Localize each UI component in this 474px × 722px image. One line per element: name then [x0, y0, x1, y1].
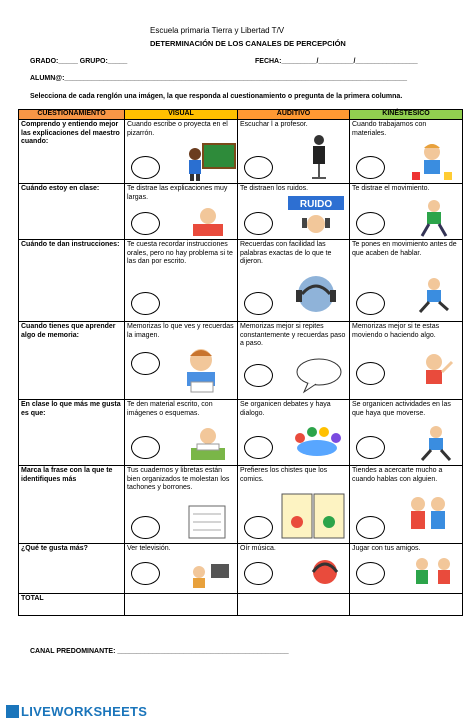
kinestesico-cell — [350, 400, 463, 466]
answer-circle[interactable] — [244, 292, 273, 315]
visual-cell — [125, 400, 238, 466]
header-kinestesico: KINÉSTESICO — [350, 110, 463, 120]
fecha-line: FECHA:_________/_________/________________ — [255, 58, 418, 65]
option-text: Oír música. — [240, 545, 276, 552]
question-text: Cuándo te dan instrucciones: — [21, 241, 120, 248]
waving-child-illustration — [412, 352, 456, 396]
active-child-illustration — [414, 424, 456, 464]
option-text: Se organicen debates y haya dialogo. — [240, 401, 331, 417]
question-text: Cuando tienes que aprender algo de memoria: — [21, 323, 116, 339]
kinestesico-cell — [350, 544, 463, 594]
auditivo-cell — [238, 322, 350, 400]
alumno-line: ALUMN@:________________________________________________________________________________________ — [30, 75, 408, 82]
option-text: Prefieres los chistes que los comics. — [240, 467, 328, 483]
visual-cell — [125, 466, 238, 544]
total-label-text: TOTAL — [21, 595, 44, 602]
question-cell — [19, 322, 125, 400]
answer-circle[interactable] — [356, 156, 385, 179]
option-text: Te den material escrito, con imágenes o esquemas. — [127, 401, 213, 417]
answer-circle[interactable] — [244, 516, 273, 539]
visual-cell — [125, 240, 238, 322]
total-row — [19, 594, 463, 616]
answer-circle[interactable] — [131, 562, 160, 585]
moving-child-illustration — [412, 198, 456, 238]
total-auditivo-cell[interactable] — [238, 594, 350, 616]
table-row — [19, 544, 463, 594]
kinestesico-cell — [350, 120, 463, 184]
total-label — [19, 594, 125, 616]
music-listening-illustration — [304, 552, 346, 592]
auditivo-cell — [238, 184, 350, 240]
answer-circle[interactable] — [244, 212, 273, 235]
school-name: Escuela primaria Tierra y Libertad T/V — [150, 26, 285, 35]
option-text: Tus cuadernos y libretas están bien organizados te molestan los tachones y borrones. — [127, 467, 230, 491]
running-child-illustration — [410, 276, 456, 316]
answer-circle[interactable] — [131, 352, 160, 375]
kinestesico-cell — [350, 466, 463, 544]
noise-illustration — [286, 194, 346, 236]
speaker-at-podium-illustration — [304, 132, 334, 180]
auditivo-cell — [238, 466, 350, 544]
answer-circle[interactable] — [244, 436, 273, 459]
table-row — [19, 184, 463, 240]
answer-circle[interactable] — [131, 212, 160, 235]
option-text: Cuando trabajamos con materiales. — [352, 121, 427, 137]
option-text: Te distrae el movimiento. — [352, 185, 430, 192]
notebook-illustration — [185, 502, 231, 542]
tv-watching-illustration — [187, 558, 231, 590]
option-text: Se organicen actividades en las que haya que moverse. — [352, 401, 451, 417]
reading-child-illustration — [173, 346, 231, 396]
question-cell — [19, 544, 125, 594]
option-text: Memorizas mejor si repites constantemente y recuerdas paso a paso. — [240, 323, 346, 347]
option-text: Ver televisión. — [127, 545, 171, 552]
table-row — [19, 240, 463, 322]
grado-grupo-line: GRADO:_____ GRUPO:_____ — [30, 58, 128, 65]
people-talking-illustration — [398, 490, 458, 540]
children-playing-illustration — [408, 554, 458, 592]
answer-circle[interactable] — [131, 292, 160, 315]
answer-circle[interactable] — [131, 436, 160, 459]
visual-cell — [125, 322, 238, 400]
option-text: Recuerdas con facilidad las palabras exactas de lo que te dijeron. — [240, 241, 332, 265]
total-kinestesico-cell[interactable] — [350, 594, 463, 616]
question-text: Marca la frase con la que te identifiques más — [21, 467, 113, 483]
brand-name: LIVEWORKSHEETS — [21, 704, 148, 719]
answer-circle[interactable] — [244, 562, 273, 585]
visual-cell — [125, 184, 238, 240]
visual-cell — [125, 120, 238, 184]
header-auditivo: AUDITIVO — [238, 110, 350, 120]
child-studying-illustration — [183, 426, 233, 464]
table-row — [19, 466, 463, 544]
option-text: Memorizas lo que ves y recuerdas la imagen. — [127, 323, 234, 339]
header-visual: VISUAL — [125, 110, 238, 120]
question-text: En clase lo que más me gusta es que: — [21, 401, 121, 417]
canal-predominante-line: CANAL PREDOMINANTE: ____________________________________________ — [30, 648, 289, 655]
question-cell — [19, 120, 125, 184]
question-cell — [19, 466, 125, 544]
auditivo-cell — [238, 120, 350, 184]
header-cuestionamiento: CUESTIONAMIENTO — [19, 110, 125, 120]
table-header-row — [19, 110, 463, 120]
auditivo-cell — [238, 400, 350, 466]
total-visual-cell[interactable] — [125, 594, 238, 616]
answer-circle[interactable] — [356, 292, 385, 315]
worksheet-title: DETERMINACIÓN DE LOS CANALES DE PERCEPCIÓN — [150, 39, 346, 48]
instructions: Selecciona de cada renglón una imágen, la que responda al cuestionamiento o pregunta de la primera columna. — [30, 93, 403, 100]
auditivo-cell — [238, 544, 350, 594]
option-text: Cuando escribe o proyecta en el pizarrón. — [127, 121, 228, 137]
question-cell — [19, 240, 125, 322]
liveworksheets-logo — [6, 704, 147, 719]
kinestesico-cell — [350, 322, 463, 400]
answer-circle[interactable] — [356, 562, 385, 585]
option-text: Tiendes a acercarte mucho a cuando hablas con alguien. — [352, 467, 443, 483]
answer-circle[interactable] — [356, 516, 385, 539]
speech-bubble-illustration — [294, 356, 344, 394]
option-text: Escuchar l a profesor. — [240, 121, 308, 128]
option-text: Jugar con tus amigos. — [352, 545, 421, 552]
bored-child-illustration — [183, 206, 233, 238]
perception-table — [18, 109, 463, 616]
question-text: Comprendo y entiendo mejor las explicaciones del maestro cuando: — [21, 121, 120, 145]
debate-group-illustration — [290, 424, 344, 462]
answer-circle[interactable] — [131, 516, 160, 539]
table-row — [19, 400, 463, 466]
answer-circle[interactable] — [356, 362, 385, 385]
liveworksheets-logo-icon — [6, 705, 19, 718]
answer-circle[interactable] — [131, 156, 160, 179]
question-cell — [19, 184, 125, 240]
table-row — [19, 322, 463, 400]
child-with-blocks-illustration — [410, 142, 456, 182]
ruido-text: RUIDO — [299, 199, 333, 210]
option-text: Te pones en movimiento antes de que acaben de hablar. — [352, 241, 457, 257]
kinestesico-cell — [350, 240, 463, 322]
auditivo-cell — [238, 240, 350, 322]
answer-circle[interactable] — [356, 212, 385, 235]
question-text: Cuándo estoy en clase: — [21, 185, 100, 192]
option-text: Memorizas mejor si te estas moviendo o haciendo algo. — [352, 323, 440, 339]
answer-circle[interactable] — [356, 436, 385, 459]
option-text: Te distraen los ruidos. — [240, 185, 309, 192]
answer-circle[interactable] — [244, 364, 273, 387]
brain-headphones-illustration — [284, 268, 348, 318]
option-text: Te cuesta recordar instrucciones orales, pero no hay problema si te las dan por escrito. — [127, 241, 233, 265]
visual-cell — [125, 544, 238, 594]
question-cell — [19, 400, 125, 466]
chalkboard-teacher-illustration — [183, 140, 237, 182]
option-text: Te distrae las explicaciones muy largas. — [127, 185, 228, 201]
kinestesico-cell — [350, 184, 463, 240]
answer-circle[interactable] — [244, 156, 273, 179]
table-row — [19, 120, 463, 184]
question-text: ¿Qué te gusta más? — [21, 545, 88, 552]
comic-strip-illustration — [280, 492, 346, 540]
